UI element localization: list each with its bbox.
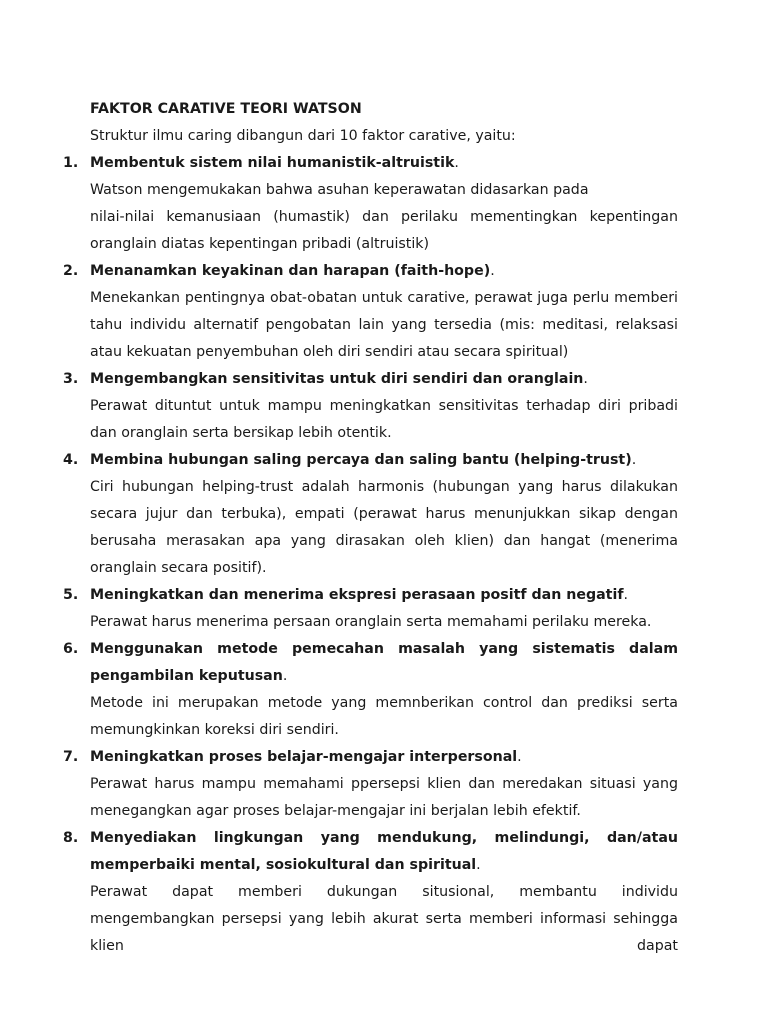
item-heading-text: Menggunakan metode pemecahan masalah yang sistematis dalam pengambilan keputusan (90, 641, 678, 684)
item-heading-end: . (490, 263, 495, 279)
item-heading-end: . (454, 155, 459, 171)
item-number: 2. (63, 263, 79, 279)
item-heading-end: . (517, 749, 522, 765)
item-heading (90, 447, 678, 474)
item-paragraph: Perawat dapat memberi dukungan situsional, membantu individu mengembangkan persepsi yang lebih akurat serta memberi informasi sehingga klien dapat (90, 884, 678, 954)
item-heading-end: . (476, 857, 481, 873)
item-number: 6. (63, 641, 79, 657)
document-title: FAKTOR CARATIVE TEORI WATSON (90, 101, 362, 117)
item-heading-text: Menyediakan lingkungan yang mendukung, melindungi, dan/atau memperbaiki mental, sosiokultural dan spiritual (90, 830, 678, 873)
item-heading-text: Menanamkan keyakinan dan harapan (faith-hope) (90, 263, 491, 279)
list-item-5 (63, 582, 678, 636)
list-item-6 (63, 636, 678, 744)
item-number: 4. (63, 452, 79, 468)
item-heading (90, 366, 678, 393)
item-paragraph: Menekankan pentingnya obat-obatan untuk carative, perawat juga perlu memberi tahu individu alternatif pengobatan lain yang tersedia (mis: meditasi, relaksasi atau kekuatan penyembuhan oleh diri sendiri atau secara spiritual) (90, 290, 678, 360)
item-heading-end: . (583, 371, 588, 387)
item-heading-text: Mengembangkan sensitivitas untuk diri sendiri dan oranglain (90, 371, 584, 387)
item-paragraph: Metode ini merupakan metode yang memnberikan control dan prediksi serta memungkinkan koreksi diri sendiri. (90, 695, 678, 738)
item-heading (90, 825, 678, 879)
item-heading-end: . (282, 668, 288, 684)
item-heading (90, 582, 678, 609)
item-heading-text: Membina hubungan saling percaya dan saling bantu (helping-trust) (90, 452, 632, 468)
item-heading (90, 258, 678, 285)
item-paragraph: Perawat dituntut untuk mampu meningkatkan sensitivitas terhadap diri pribadi dan oranglain serta bersikap lebih otentik. (90, 398, 678, 441)
list-item-7 (63, 744, 678, 825)
item-heading-end: . (631, 452, 637, 468)
list-item-4 (63, 447, 678, 582)
item-number: 5. (63, 587, 79, 603)
item-heading-text: Meningkatkan proses belajar-mengajar interpersonal (90, 749, 518, 765)
item-number: 1. (63, 155, 79, 171)
item-heading (90, 744, 678, 771)
item-heading (90, 636, 678, 690)
item-paragraph: Perawat harus mampu memahami ppersepsi klien dan meredakan situasi yang menegangkan agar proses belajar-mengajar ini berjalan lebih efektif. (90, 776, 678, 819)
item-number: 7. (63, 749, 79, 765)
item-paragraph: Watson mengemukakan bahwa asuhan keperawatan didasarkan pada (90, 182, 589, 198)
item-heading-text: Membentuk sistem nilai humanistik-altruistik (90, 155, 455, 171)
item-heading-end: . (623, 587, 629, 603)
item-paragraph: Ciri hubungan helping-trust adalah harmonis (hubungan yang harus dilakukan secara jujur dan terbuka), empati (perawat harus menunjukkan sikap dengan berusaha merasakan apa yang dirasakan oleh klien) dan hangat (menerima oranglain secara positif). (90, 479, 678, 576)
item-paragraph: Perawat harus menerima persaan oranglain serta memahami perilaku mereka. (90, 614, 652, 630)
item-number: 3. (63, 371, 79, 387)
list-item-1 (63, 150, 678, 258)
document-body (63, 96, 678, 960)
intro-text: Struktur ilmu caring dibangun dari 10 faktor carative, yaitu: (90, 128, 516, 144)
item-paragraph: nilai-nilai kemanusiaan (humastik) dan perilaku mementingkan kepentingan oranglain diatas kepentingan pribadi (altruistik) (90, 209, 678, 252)
item-heading (90, 150, 678, 177)
item-heading-text: Meningkatkan dan menerima ekspresi perasaan positf dan negatif (90, 587, 624, 603)
list-item-3 (63, 366, 678, 447)
list-item-2 (63, 258, 678, 366)
list-item-8 (63, 825, 678, 960)
item-number: 8. (63, 830, 79, 846)
